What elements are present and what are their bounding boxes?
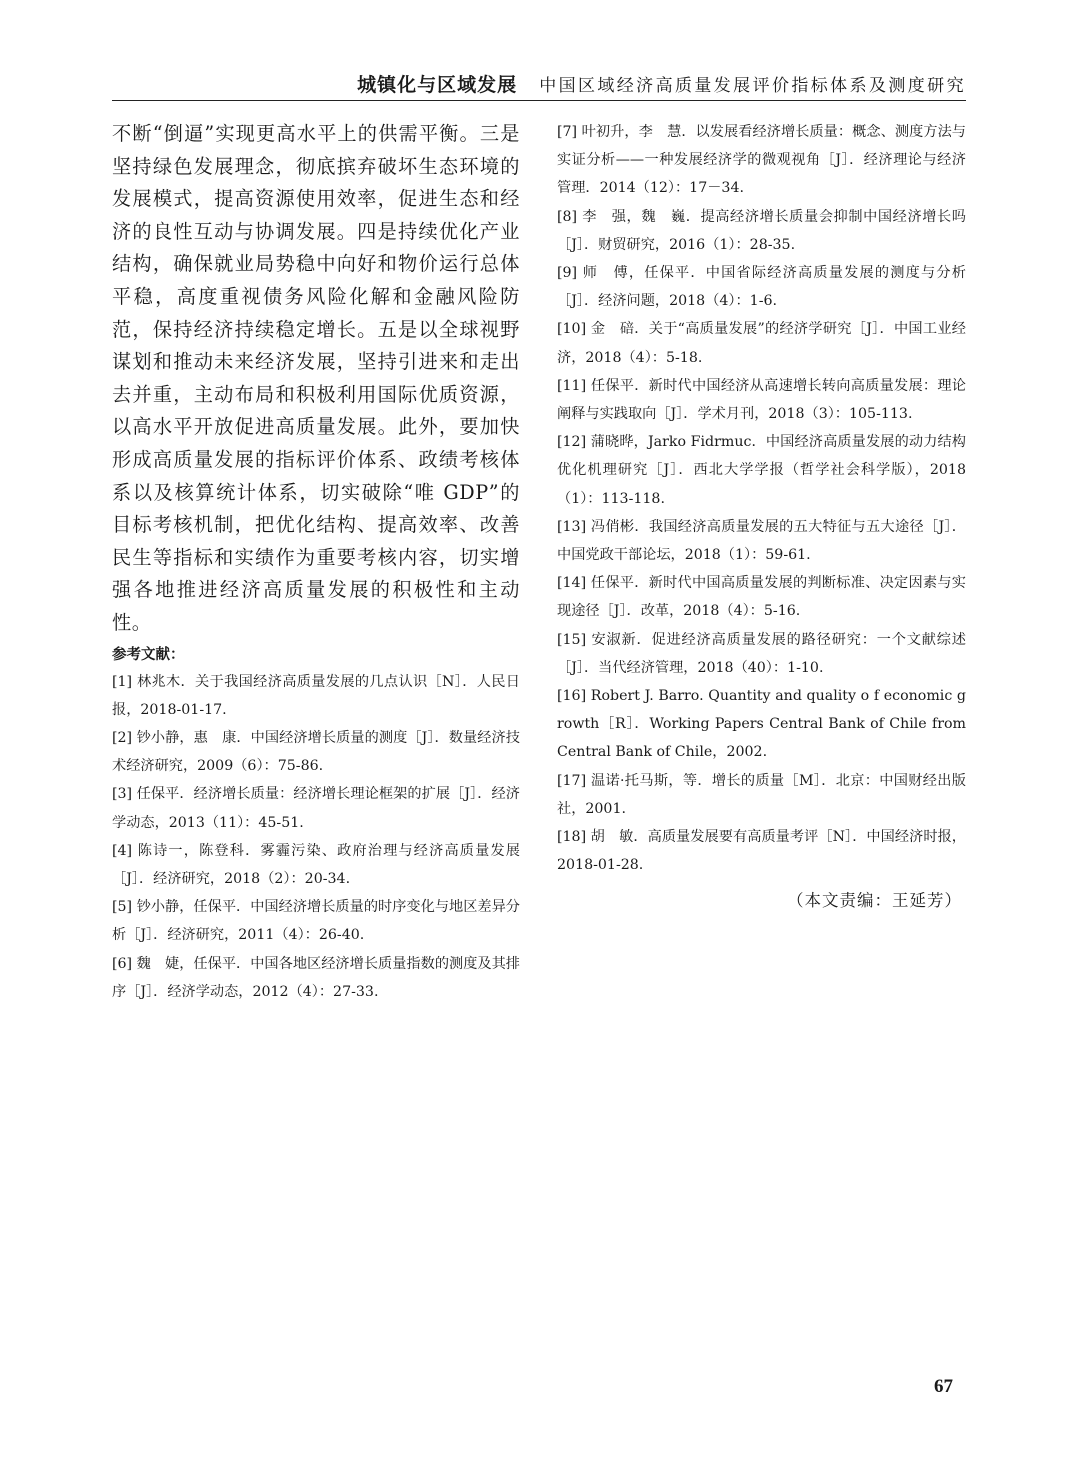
reference-item: [4] 陈诗一，陈登科．雾霾污染、政府治理与经济高质量发展［J］．经济研究，2018（2）：20-34. xyxy=(112,842,520,887)
reference-item: [9] 师 傅，任保平．中国省际经济高质量发展的测度与分析［J］．经济问题，2018（4）：1-6. xyxy=(557,265,966,310)
reference-item: [16] Robert J. Barro. Quantity and quality o f economic growth［R］．Working Papers Central Bank of Chile from Central Bank of Chile，2002. xyxy=(557,688,966,761)
references-heading: 参考文献： xyxy=(112,646,185,663)
reference-item: [1] 林兆木．关于我国经济高质量发展的几点认识［N］．人民日报，2018-01-17. xyxy=(112,673,520,718)
reference-item: [17] 温诺·托马斯，等．增长的质量［M］．北京：中国财经出版社，2001. xyxy=(557,772,966,817)
page-number: 67 xyxy=(934,1376,953,1397)
reference-item: [14] 任保平．新时代中国高质量发展的判断标准、决定因素与实现途径［J］．改革，2018（4）：5-16. xyxy=(557,575,966,620)
reference-item: [12] 蒲晓晔，Jarko Fidrmuc．中国经济高质量发展的动力结构优化机理研究［J］．西北大学学报（哲学社会科学版），2018（1）：113-118. xyxy=(557,434,966,507)
reference-item: [11] 任保平．新时代中国经济从高速增长转向高质量发展：理论阐释与实践取向［J］．学术月刊，2018（3）：105-113. xyxy=(557,377,966,423)
reference-item: [13] 冯俏彬．我国经济高质量发展的五大特征与五大途径［J］．中国党政干部论坛，2018（1）：59-61. xyxy=(557,518,966,564)
reference-item: [15] 安淑新．促进经济高质量发展的路径研究：一个文献综述［J］．当代经济管理，2018（40）：1-10. xyxy=(557,631,966,676)
reference-item: [6] 魏 婕，任保平．中国各地区经济增长质量指数的测度及其排序［J］．经济学动态，2012（4）：27-33. xyxy=(112,955,520,1000)
article-title: 中国区域经济高质量发展评价指标体系及测度研究 xyxy=(539,75,966,96)
reference-item: [3] 任保平．经济增长质量：经济增长理论框架的扩展［J］．经济学动态，2013（11）：45-51. xyxy=(112,786,520,831)
reference-item: [7] 叶初升，李 慧．以发展看经济增长质量：概念、测度方法与实证分析——一种发展经济学的微观视角［J］．经济理论与经济管理．2014（12）：17－34. xyxy=(557,124,966,197)
reference-item: [5] 钞小静，任保平．中国经济增长质量的时序变化与地区差异分析［J］．经济研究，2011（4）：26-40. xyxy=(112,899,520,944)
right-column xyxy=(557,118,966,911)
left-column xyxy=(112,118,520,1006)
editor-note: （本文责编：王延芳） xyxy=(787,891,962,911)
section-title: 城镇化与区域发展 xyxy=(357,73,518,96)
reference-item: [18] 胡 敏．高质量发展要有高质量考评［N］．中国经济时报，2018-01-28. xyxy=(557,829,966,874)
body-paragraph: 不断“倒逼”实现更高水平上的供需平衡。三是坚持绿色发展理念，彻底摈弃破坏生态环境的发展模式，提高资源使用效率，促进生态和经济的良性互动与协调发展。四是持续优化产业结构，确保就业局势稳中向好和物价运行总体平稳，高度重视债务风险化解和金融风险防范，保持经济持续稳定增长。五是以全球视野谋划和推动未来经济发展，坚持引进来和走出去并重，主动布局和积极利用国际优质资源，以高水平开放促进高质量发展。此外，要加快形成高质量发展的指标评价体系、政绩考核体系以及核算统计体系，切实破除“唯 GDP”的目标考核机制，把优化结构、提高效率、改善民生等指标和实绩作为重要考核内容，切实增强各地推进经济高质量发展的积极性和主动性。 xyxy=(112,122,520,634)
reference-item: [8] 李 强，魏 巍．提高经济增长质量会抑制中国经济增长吗［J］．财贸研究，2016（1）：28-35. xyxy=(557,208,966,253)
reference-item: [10] 金 碚．关于“高质量发展”的经济学研究［J］．中国工业经济，2018（4）：5-18. xyxy=(557,321,966,366)
reference-item: [2] 钞小静，惠 康．中国经济增长质量的测度［J］．数量经济技术经济研究，2009（6）：75-86. xyxy=(112,729,520,775)
running-header xyxy=(112,66,966,101)
